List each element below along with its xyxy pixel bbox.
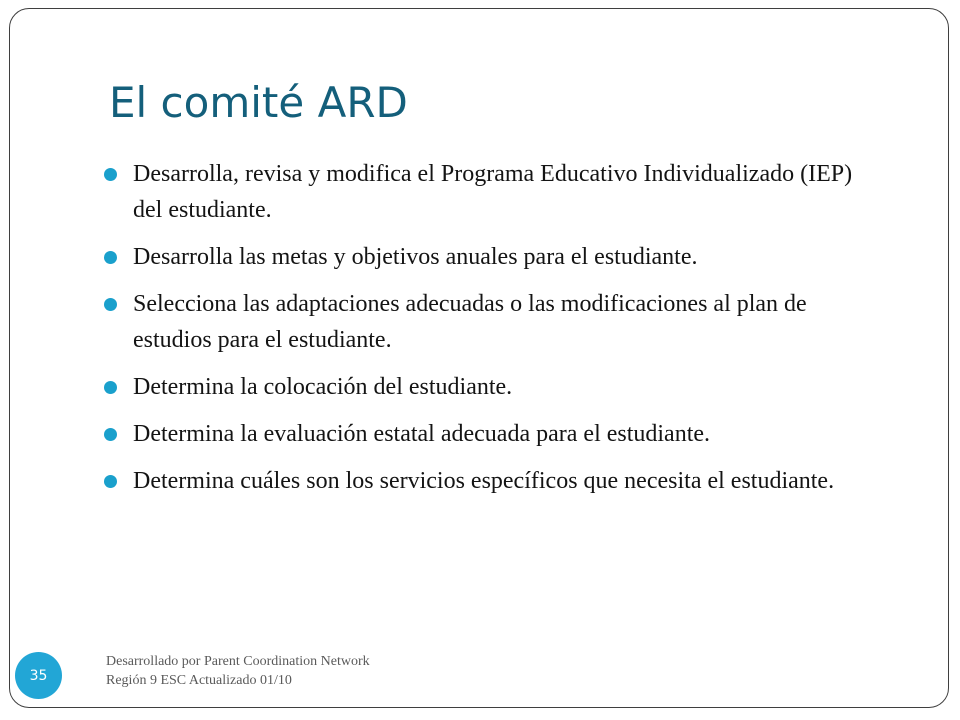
bullet-dot-icon bbox=[104, 381, 117, 394]
bullet-dot-icon bbox=[104, 298, 117, 311]
slide-number: 35 bbox=[29, 667, 48, 684]
bullet-dot-icon bbox=[104, 475, 117, 488]
bullet-text: Desarrolla, revisa y modifica el Programa Educativo Individualizado (IEP) del estudiante. bbox=[133, 161, 853, 223]
bullet-text: Desarrolla las metas y objetivos anuales para el estudiante. bbox=[133, 244, 698, 270]
slide-title: El comité ARD bbox=[109, 78, 408, 127]
footer-line-1: Desarrollado por Parent Coordination Network bbox=[106, 654, 370, 669]
bullet-item bbox=[104, 416, 874, 452]
bullet-item bbox=[104, 369, 874, 405]
bullet-dot-icon bbox=[104, 428, 117, 441]
slide-footer bbox=[106, 652, 370, 690]
bullet-text: Determina la evaluación estatal adecuada para el estudiante. bbox=[133, 421, 711, 447]
bullet-text: Determina la colocación del estudiante. bbox=[133, 374, 513, 400]
bullet-item bbox=[104, 239, 874, 275]
footer-line-2: Región 9 ESC Actualizado 01/10 bbox=[106, 673, 292, 688]
bullet-dot-icon bbox=[104, 251, 117, 264]
bullet-text: Determina cuáles son los servicios específicos que necesita el estudiante. bbox=[133, 468, 835, 494]
bullet-dot-icon bbox=[104, 168, 117, 181]
slide-number-badge bbox=[15, 652, 62, 699]
bullet-list bbox=[104, 156, 874, 510]
bullet-item bbox=[104, 156, 874, 228]
bullet-item bbox=[104, 463, 874, 499]
bullet-text: Selecciona las adaptaciones adecuadas o las modificaciones al plan de estudios para el estudiante. bbox=[133, 291, 807, 353]
bullet-item bbox=[104, 286, 874, 358]
